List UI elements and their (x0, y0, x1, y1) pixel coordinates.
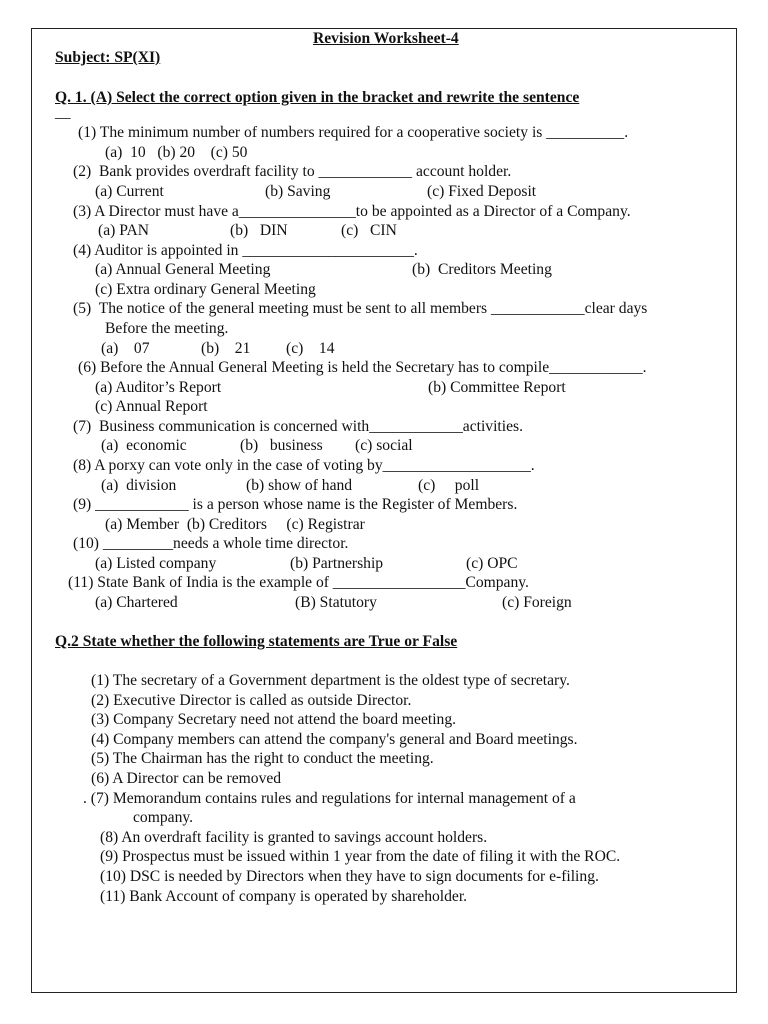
q1-item-3-option-a: (a) PAN (98, 222, 149, 239)
q1-item-5-option-c: (c) 14 (286, 340, 335, 357)
q1-item-5-cont: Before the meeting. (105, 320, 229, 337)
q2-item-9: (9) Prospectus must be issued within 1 year from the date of filing it with the ROC. (100, 848, 621, 865)
q1-item-7-option-a: (a) economic (101, 437, 187, 454)
q1-item-6-option-c: (c) Annual Report (95, 398, 208, 415)
q1-item-9-options: (a) Member (b) Creditors (c) Registrar (105, 516, 365, 533)
q2-heading: Q.2 State whether the following statements are True or False (55, 633, 458, 650)
q1-item-7: (7) Business communication is concerned with____________activities. (73, 418, 523, 435)
q1-item-8: (8) A porxy can vote only in the case of voting by___________________. (73, 457, 535, 474)
q1-item-10-option-a: (a) Listed company (95, 555, 217, 572)
q1-item-9: (9) ____________ is a person whose name is the Register of Members. (73, 496, 518, 513)
q1-item-8-option-c: (c) poll (418, 477, 480, 494)
q1-item-3: (3) A Director must have a_______________to be appointed as a Director of a Company. (73, 203, 631, 220)
q1-item-6: (6) Before the Annual General Meeting is held the Secretary has to compile____________. (78, 359, 647, 376)
q1-heading: Q. 1. (A) Select the correct option given in the bracket and rewrite the sentence (55, 89, 580, 106)
q1-item-10-option-b: (b) Partnership (290, 555, 384, 572)
q1-item-2-option-a: (a) Current (95, 183, 164, 200)
q1-item-10-option-c: (c) OPC (466, 555, 518, 572)
q2-item-4: (4) Company members can attend the company's general and Board meetings. (91, 731, 578, 748)
q1-item-3-option-c: (c) CIN (341, 222, 397, 239)
q1-item-4-option-a: (a) Annual General Meeting (95, 261, 271, 278)
worksheet-title: Revision Worksheet-4 (313, 30, 459, 47)
q2-item-8: (8) An overdraft facility is granted to savings account holders. (100, 829, 488, 846)
subject-label: Subject: SP(XI) (55, 49, 161, 66)
q1-heading-trail: __ (55, 104, 71, 121)
q1-item-2-option-b: (b) Saving (265, 183, 331, 200)
q1-item-4-option-c: (c) Extra ordinary General Meeting (95, 281, 316, 298)
q1-item-5-option-b: (b) 21 (201, 340, 251, 357)
q1-item-8-option-a: (a) division (101, 477, 177, 494)
q1-item-1-options: (a) 10 (b) 20 (c) 50 (105, 144, 248, 161)
q2-item-11: (11) Bank Account of company is operated by shareholder. (100, 888, 468, 905)
q1-item-5: (5) The notice of the general meeting must be sent to all members ____________clear days (73, 300, 648, 317)
q1-item-1: (1) The minimum number of numbers required for a cooperative society is __________. (78, 124, 629, 141)
q1-item-7-option-b: (b) business (240, 437, 323, 454)
q1-item-3-option-b: (b) DIN (230, 222, 288, 239)
q1-item-7-option-c: (c) social (355, 437, 413, 454)
q1-item-2-option-c: (c) Fixed Deposit (427, 183, 537, 200)
q2-item-6: (6) A Director can be removed (91, 770, 282, 787)
q1-item-4-option-b: (b) Creditors Meeting (412, 261, 552, 278)
q1-item-2: (2) Bank provides overdraft facility to ____________ account holder. (73, 163, 512, 180)
q1-item-6-option-b: (b) Committee Report (428, 379, 566, 396)
q1-item-11: (11) State Bank of India is the example of _________________Company. (68, 574, 529, 591)
q1-item-6-option-a: (a) Auditor’s Report (95, 379, 222, 396)
q2-item-7-cont: company. (133, 809, 194, 826)
q2-item-5: (5) The Chairman has the right to conduct the meeting. (91, 750, 434, 767)
q1-item-10: (10) _________needs a whole time director. (73, 535, 349, 552)
q2-item-7: . (7) Memorandum contains rules and regulations for internal management of a (83, 790, 576, 807)
q2-item-1: (1) The secretary of a Government department is the oldest type of secretary. (91, 672, 570, 689)
q1-item-11-option-a: (a) Chartered (95, 594, 178, 611)
q2-item-2: (2) Executive Director is called as outside Director. (91, 692, 412, 709)
q1-item-5-option-a: (a) 07 (101, 340, 150, 357)
q1-item-11-option-c: (c) Foreign (502, 594, 572, 611)
q2-item-3: (3) Company Secretary need not attend the board meeting. (91, 711, 457, 728)
q1-item-4: (4) Auditor is appointed in ______________________. (73, 242, 418, 259)
q1-item-8-option-b: (b) show of hand (246, 477, 353, 494)
q2-item-10: (10) DSC is needed by Directors when they have to sign documents for e-filing. (100, 868, 599, 885)
q1-item-11-option-b: (B) Statutory (295, 594, 377, 611)
